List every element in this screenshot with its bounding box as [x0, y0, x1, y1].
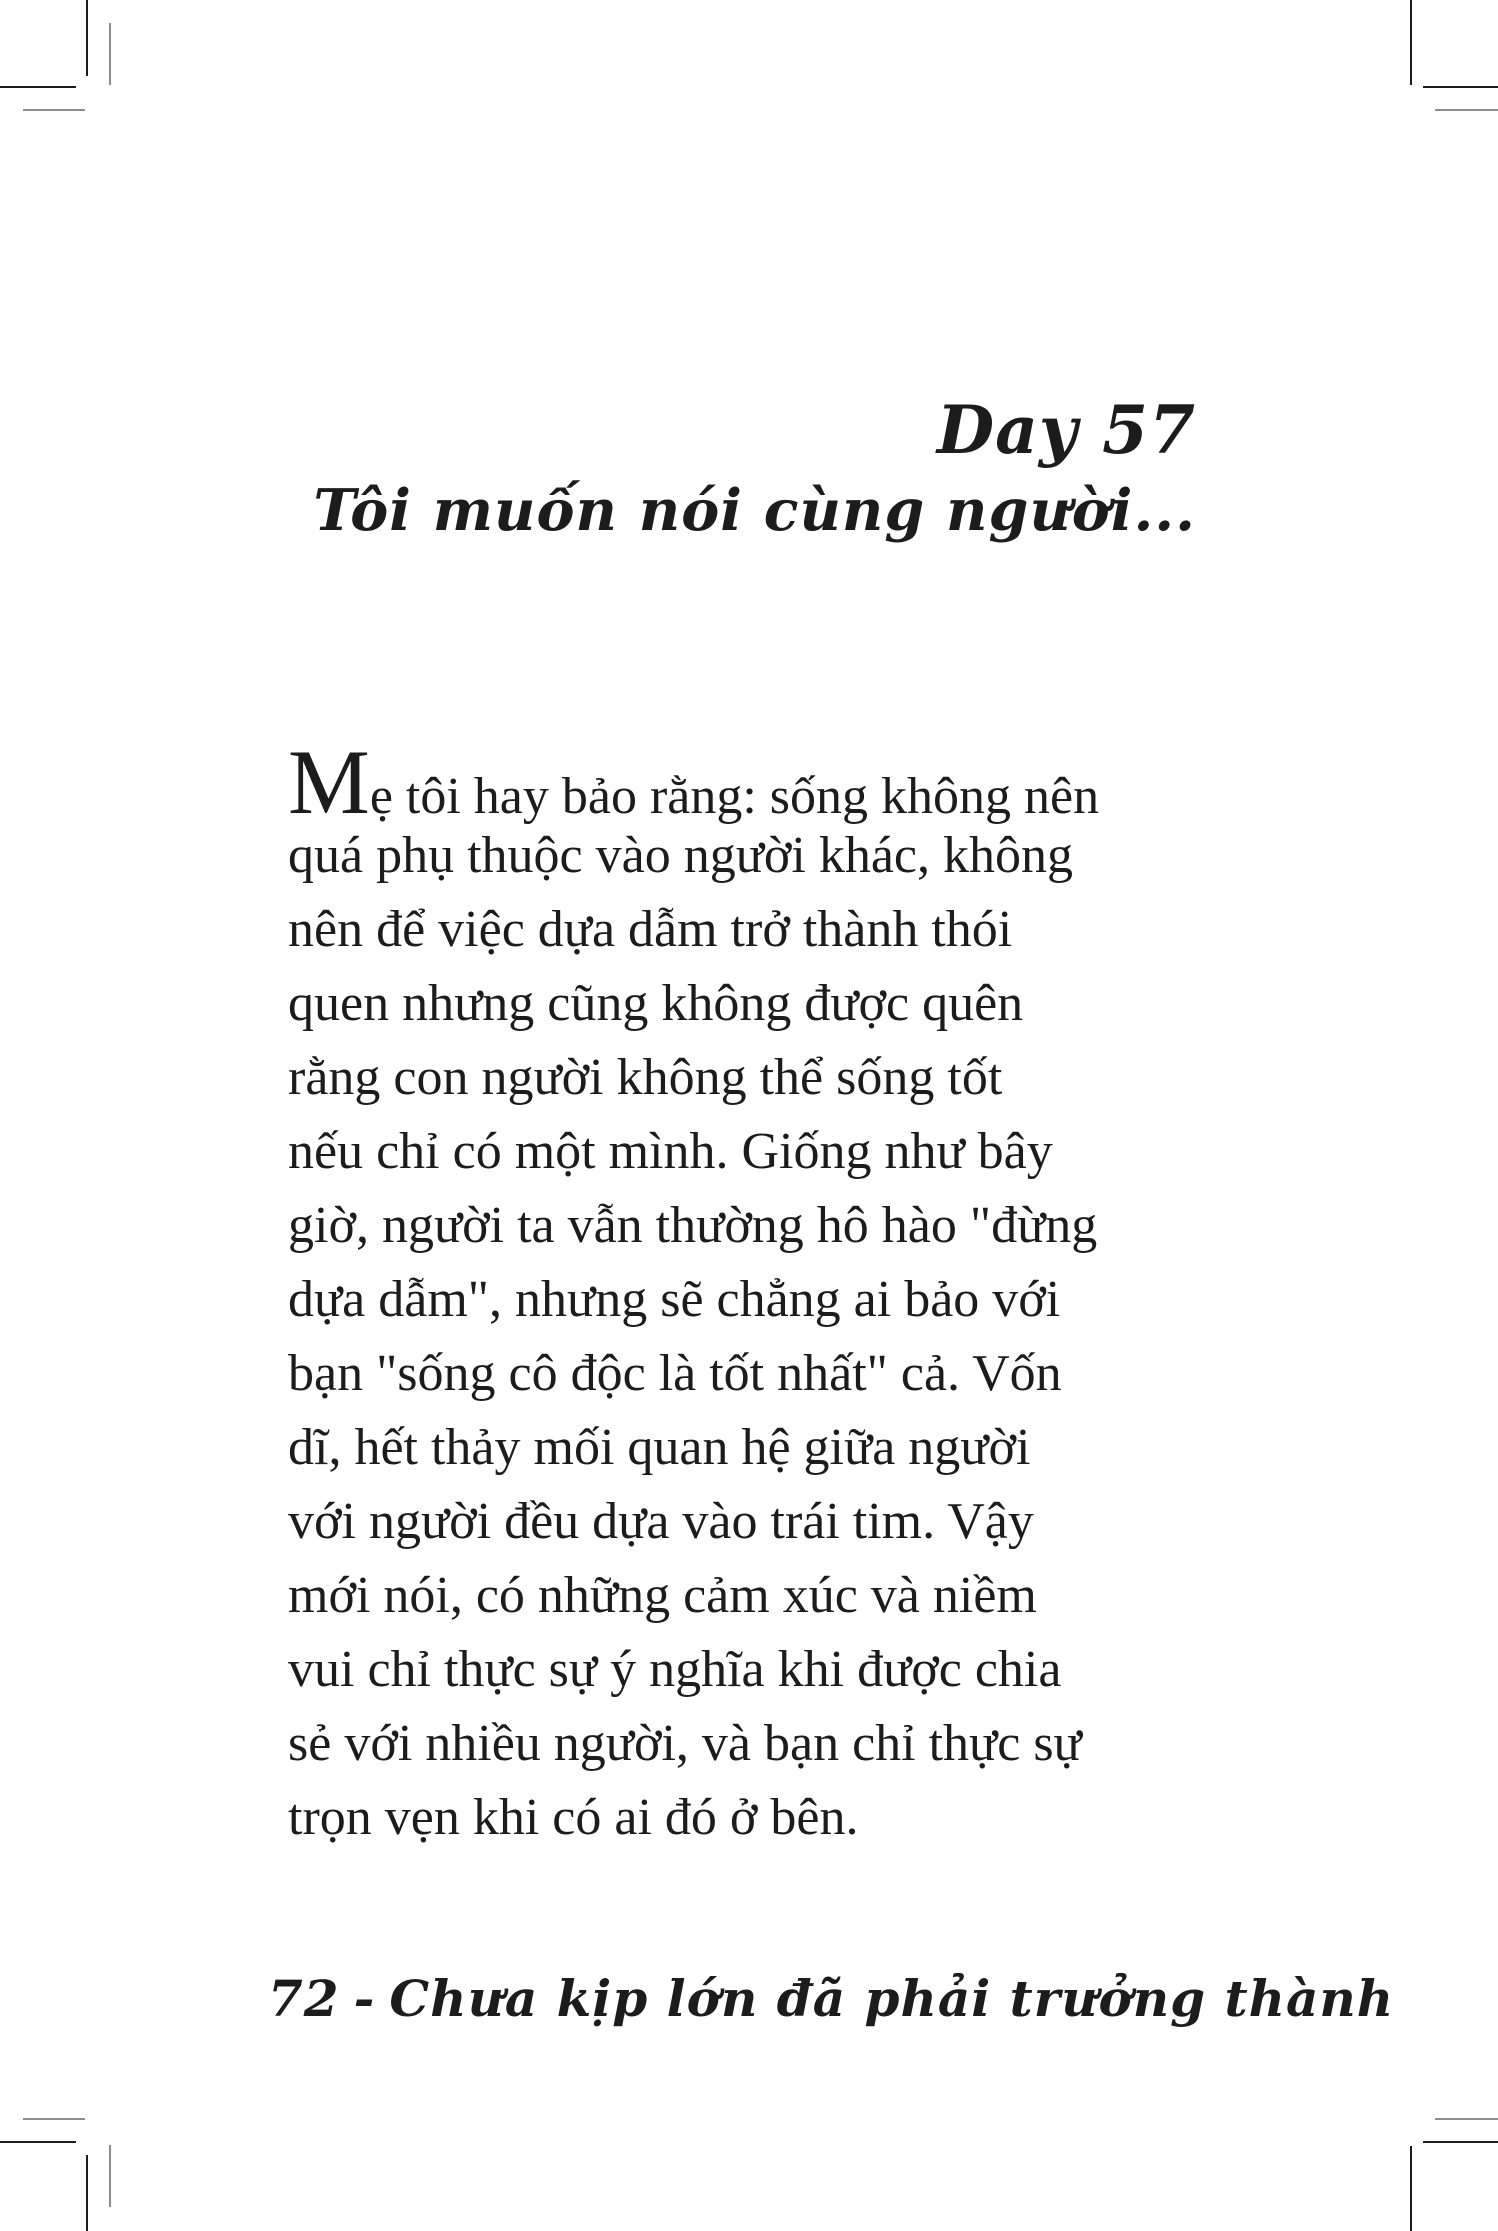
book-title: Chưa kịp lớn đã phải trưởng thành — [389, 1969, 1395, 2028]
body-paragraph — [288, 731, 1194, 1855]
page-footer — [268, 1960, 1394, 2038]
paragraph-line: vui chỉ thực sự ý nghĩa khi được chia — [288, 1641, 1062, 1698]
footer-separator: - — [353, 1969, 376, 2028]
paragraph-line: quá phụ thuộc vào người khác, không — [288, 827, 1073, 884]
paragraph-line: nên để việc dựa dẫm trở thành thói — [288, 901, 1013, 958]
paragraph-line: trọn vẹn khi có ai đó ở bên. — [288, 1789, 859, 1846]
paragraph-line — [288, 731, 1194, 833]
line-text: ẹ tôi hay bảo rằng: sống không nên — [369, 768, 1100, 825]
crop-mark-bottom-right-horizontal-gray — [1435, 2118, 1498, 2120]
crop-mark-top-left-horizontal-gray — [23, 109, 85, 111]
crop-mark-bottom-left-vertical-gray — [109, 2145, 111, 2207]
page-number: 72 — [268, 1969, 340, 2028]
crop-mark-bottom-left-horizontal — [0, 2141, 76, 2143]
crop-mark-bottom-right-vertical — [1410, 2146, 1412, 2231]
crop-mark-top-right-vertical — [1410, 0, 1412, 85]
chapter-subtitle: Tôi muốn nói cùng người... — [313, 477, 1196, 544]
paragraph-line: quen nhưng cũng không được quên — [288, 975, 1024, 1032]
paragraph-line: sẻ với nhiều người, và bạn chỉ thực sự — [288, 1715, 1082, 1772]
paragraph-line: với người đều dựa vào trái tim. Vậy — [288, 1493, 1034, 1550]
crop-mark-top-right-horizontal-gray — [1435, 109, 1498, 111]
crop-mark-bottom-left-vertical — [86, 2155, 88, 2231]
paragraph-line: rằng con người không thể sống tốt — [288, 1049, 1003, 1106]
paragraph-line: mới nói, có những cảm xúc và niềm — [288, 1567, 1037, 1624]
crop-mark-top-left-vertical — [86, 0, 88, 76]
drop-cap: M — [288, 731, 370, 833]
crop-mark-bottom-right-horizontal — [1423, 2141, 1498, 2143]
chapter-heading — [313, 390, 1196, 552]
crop-mark-top-left-horizontal — [0, 86, 76, 88]
paragraph-line: bạn "sống cô độc là tốt nhất" cả. Vốn — [288, 1345, 1062, 1402]
crop-mark-bottom-left-horizontal-gray — [23, 2118, 85, 2120]
crop-mark-top-right-horizontal — [1423, 86, 1498, 88]
paragraph-line: nếu chỉ có một mình. Giống như bây — [288, 1123, 1053, 1180]
paragraph-line: giờ, người ta vẫn thường hô hào "đừng — [288, 1197, 1098, 1254]
paragraph-line: dĩ, hết thảy mối quan hệ giữa người — [288, 1419, 1031, 1476]
day-title: Day 57 — [936, 391, 1196, 469]
crop-mark-top-left-vertical-gray — [109, 23, 111, 85]
paragraph-line: dựa dẫm", nhưng sẽ chẳng ai bảo với — [288, 1271, 1061, 1328]
